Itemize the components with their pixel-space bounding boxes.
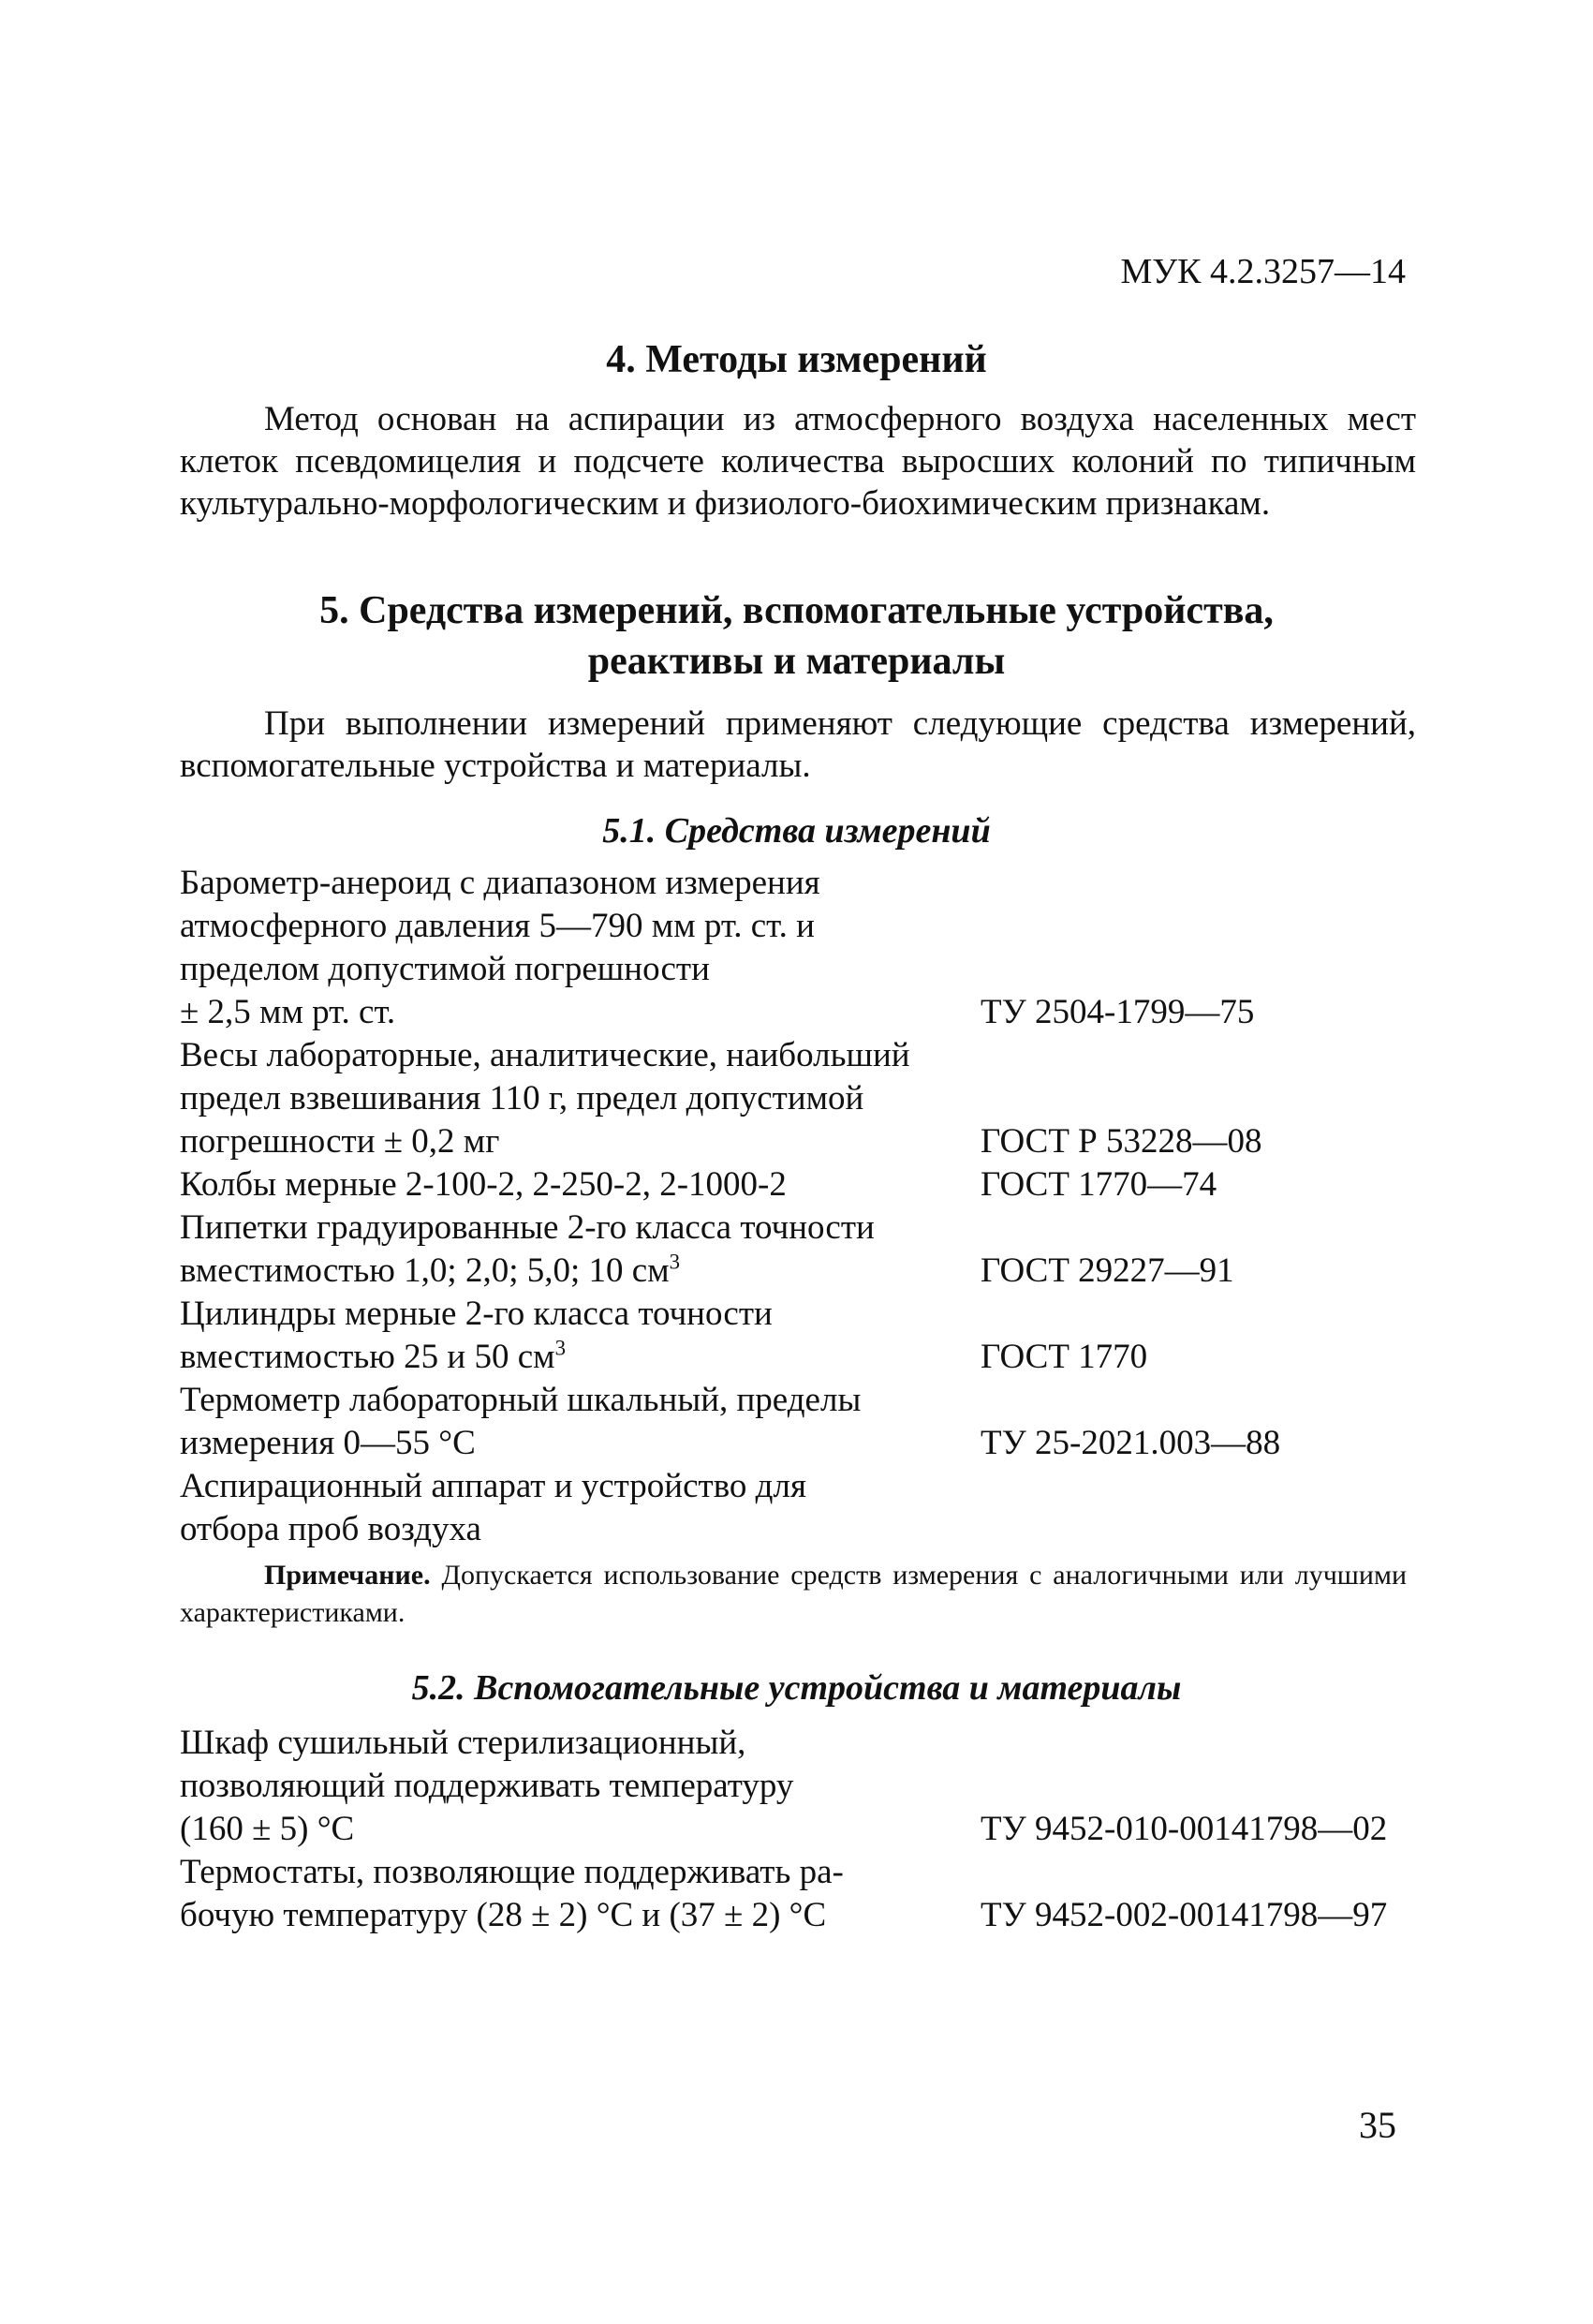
section-5-1-title: 5.1. Средства измерений xyxy=(602,811,991,851)
item-standard: ГОСТ 29227—91 xyxy=(981,1251,1234,1290)
item-line-text: вместимостью 1,0; 2,0; 5,0; 10 см xyxy=(180,1251,670,1290)
item-line: Барометр-анероид с диапазоном измерения xyxy=(180,864,820,902)
item-line: Цилиндры мерные 2-го класса точности xyxy=(180,1295,773,1333)
list-item xyxy=(180,1163,1491,1206)
item-line-text: вместимостью 25 и 50 см xyxy=(180,1338,555,1376)
item-name xyxy=(180,1034,981,1163)
item-standard: ТУ 25-2021.003—88 xyxy=(981,1424,1281,1462)
section-4-title: 4. Методы измерений xyxy=(606,338,987,381)
auxiliary-devices-list xyxy=(180,1722,1491,1937)
item-line: ± 2,5 мм рт. ст. xyxy=(180,993,396,1031)
item-name xyxy=(180,1465,981,1551)
item-standard: ТУ 2504-1799—75 xyxy=(981,993,1255,1031)
item-name xyxy=(180,1379,981,1465)
list-item xyxy=(180,862,1491,1034)
item-line: Пипетки градуированные 2-го класса точности xyxy=(180,1208,875,1247)
item-standard: ТУ 9452-010-00141798—02 xyxy=(981,1810,1388,1848)
note-label: Примечание. xyxy=(264,1560,431,1591)
item-line: Весы лабораторные, аналитические, наибольший xyxy=(180,1036,910,1074)
list-item xyxy=(180,1465,1491,1551)
item-line xyxy=(180,1250,981,1293)
item-standard: ГОСТ Р 53228—08 xyxy=(981,1122,1262,1161)
item-line: атмосферного давления 5—790 мм рт. ст. и xyxy=(180,907,815,945)
superscript: 3 xyxy=(554,1336,567,1360)
item-standard: ГОСТ 1770 xyxy=(981,1338,1148,1376)
item-line: Термометр лабораторный шкальный, пределы xyxy=(180,1381,862,1419)
item-line: Шкаф сушильный стерилизационный, xyxy=(180,1724,746,1762)
page-number: 35 xyxy=(1359,2104,1396,2146)
item-name xyxy=(180,862,981,1034)
section-5-text: При выполнении измерений применяют следующие средства измерений, вспомогательные устройства и материалы. xyxy=(180,704,1416,785)
item-name xyxy=(180,1722,981,1851)
item-line: позволяющий поддерживать температуру xyxy=(180,1767,794,1805)
list-item xyxy=(180,1293,1491,1379)
item-line: погрешности ± 0,2 мг xyxy=(180,1122,500,1161)
document-code: МУК 4.2.3257—14 xyxy=(1120,252,1406,291)
section-5-title-line1: 5. Средства измерений, вспомогательные устройства, xyxy=(319,589,1274,632)
list-item xyxy=(180,1379,1491,1465)
item-line: бочую температуру (28 ± 2) °С и (37 ± 2) °С xyxy=(180,1896,827,1934)
list-item xyxy=(180,1851,1491,1937)
item-line: Термостаты, позволяющие поддерживать ра- xyxy=(180,1853,844,1891)
section-4-text: Метод основан на аспирации из атмосферного воздуха населенных мест клеток псевдомицелия и подсчете количества выросших колоний по типичным культурально-морфологическим и физиолого-биохимическим признакам. xyxy=(180,400,1416,523)
item-line: отбора проб воздуха xyxy=(180,1510,481,1548)
note-text: Допускается использование средств измерения с аналогичными или лучшими характеристиками. xyxy=(180,1560,1407,1628)
superscript: 3 xyxy=(669,1250,681,1274)
list-item xyxy=(180,1206,1491,1293)
list-item xyxy=(180,1034,1491,1163)
item-name xyxy=(180,1851,981,1937)
item-standard: ГОСТ 1770—74 xyxy=(981,1165,1217,1204)
item-line: пределом допустимой погрешности xyxy=(180,950,710,988)
item-standard: ТУ 9452-002-00141798—97 xyxy=(981,1896,1388,1934)
item-line: (160 ± 5) °С xyxy=(180,1810,355,1848)
item-name xyxy=(180,1293,981,1379)
item-line: измерения 0—55 °С xyxy=(180,1424,476,1462)
item-line xyxy=(180,1336,981,1379)
item-line: Колбы мерные 2-100-2, 2-250-2, 2-1000-2 xyxy=(180,1165,787,1204)
item-name xyxy=(180,1206,981,1293)
item-line: предел взвешивания 110 г, предел допустимой xyxy=(180,1079,864,1118)
note xyxy=(180,1557,1407,1632)
item-name xyxy=(180,1163,981,1206)
list-item xyxy=(180,1722,1491,1851)
section-5-2-title: 5.2. Вспомогательные устройства и материалы xyxy=(411,1668,1182,1708)
section-5-title-line2: реактивы и материалы xyxy=(587,640,1006,683)
measurement-tools-list xyxy=(180,862,1491,1551)
item-line: Аспирационный аппарат и устройство для xyxy=(180,1467,806,1505)
